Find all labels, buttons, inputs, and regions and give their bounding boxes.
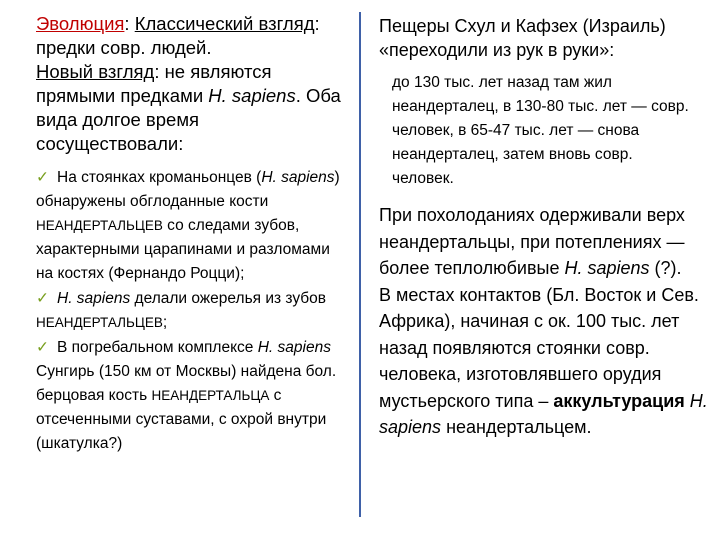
new-view-text: : не являются прямыми предками [36,61,272,106]
new-view-label: Новый взгляд [36,61,155,82]
acculturation-term: аккультурация [553,390,685,411]
column-divider [359,12,361,517]
body-text: (?). [649,258,682,278]
classic-view-label: Классический взгляд [134,13,315,34]
species-name: H. sapiens [261,169,335,186]
bullet-caps-text: НЕАНДЕРТАЛЬЦЕВ [36,315,163,330]
body-text: В местах контактов (Бл. Восток и Сев. Африка), начиная с ок. 100 тыс. лет назад появляются стоянки совр. человека, изготовлявшего орудия мустьерского типа – [379,284,699,411]
classic-view-text: предки совр. людей. [36,37,212,58]
left-column [36,0,350,456]
bullet-text: В погребальном комплексе [57,339,258,356]
caves-timeline: до 130 тыс. лет назад там жил неандерталец, в 130-80 тыс. лет — совр. человек, в 65-47 тыс. лет — снова неандерталец, затем вновь совр. человек. [392,74,689,187]
bullet-text: ) обнаружены обглоданные кости [36,169,340,210]
bullet-text: со следами зубов, характерными царапинами и разломами на костях (Фернандо Роцци); [36,217,330,282]
bullet-caps-text: НЕАНДЕРТАЛЬЦЕВ [36,218,163,233]
bullet-item [36,165,350,456]
species-name: H. sapiens [564,258,650,278]
right-body [379,202,709,441]
bullet-text: На стоянках кроманьонцев ( [57,169,262,186]
bullet-text: ; [162,314,168,331]
species-name: H. sapiens [208,85,296,106]
species-name: H. sapiens [379,390,708,437]
bullet-text: делали ожерелья из зубов [130,290,327,307]
checkmark-icon: ✓ [36,338,49,356]
checkmark-icon: ✓ [36,289,49,307]
checkmark-icon: ✓ [36,168,49,186]
bullet-caps-text: НЕАНДЕРТАЛЬЦА [151,388,270,403]
left-intro: Эволюция: Классический взгляд: предки совр. людей. Новый взгляд: не являются прямыми предками H. sapiens. Оба вида долгое время сосуществовали: [36,13,341,154]
species-name: H. sapiens [257,339,331,356]
bullet-text: с отсеченными суставами, с охрой внутри (шкатулка?) [36,387,327,452]
body-text: неандертальцем. [446,417,592,437]
body-text: При похолоданиях одерживали верх неандертальцы, при потеплениях — более теплолюбивые [379,205,685,278]
right-column [379,0,709,441]
new-view-text-end: . Оба вида долгое время сосуществовали: [36,85,341,154]
bullet-text: Сунгирь (150 км от Москвы) найдена бол. берцовая кость [36,363,337,404]
species-name: H. sapiens [57,290,131,307]
evolution-label: Эволюция [36,13,125,34]
caves-heading: Пещеры Схул и Кафзех (Израиль) «переходили из рук в руки»: [379,16,666,60]
